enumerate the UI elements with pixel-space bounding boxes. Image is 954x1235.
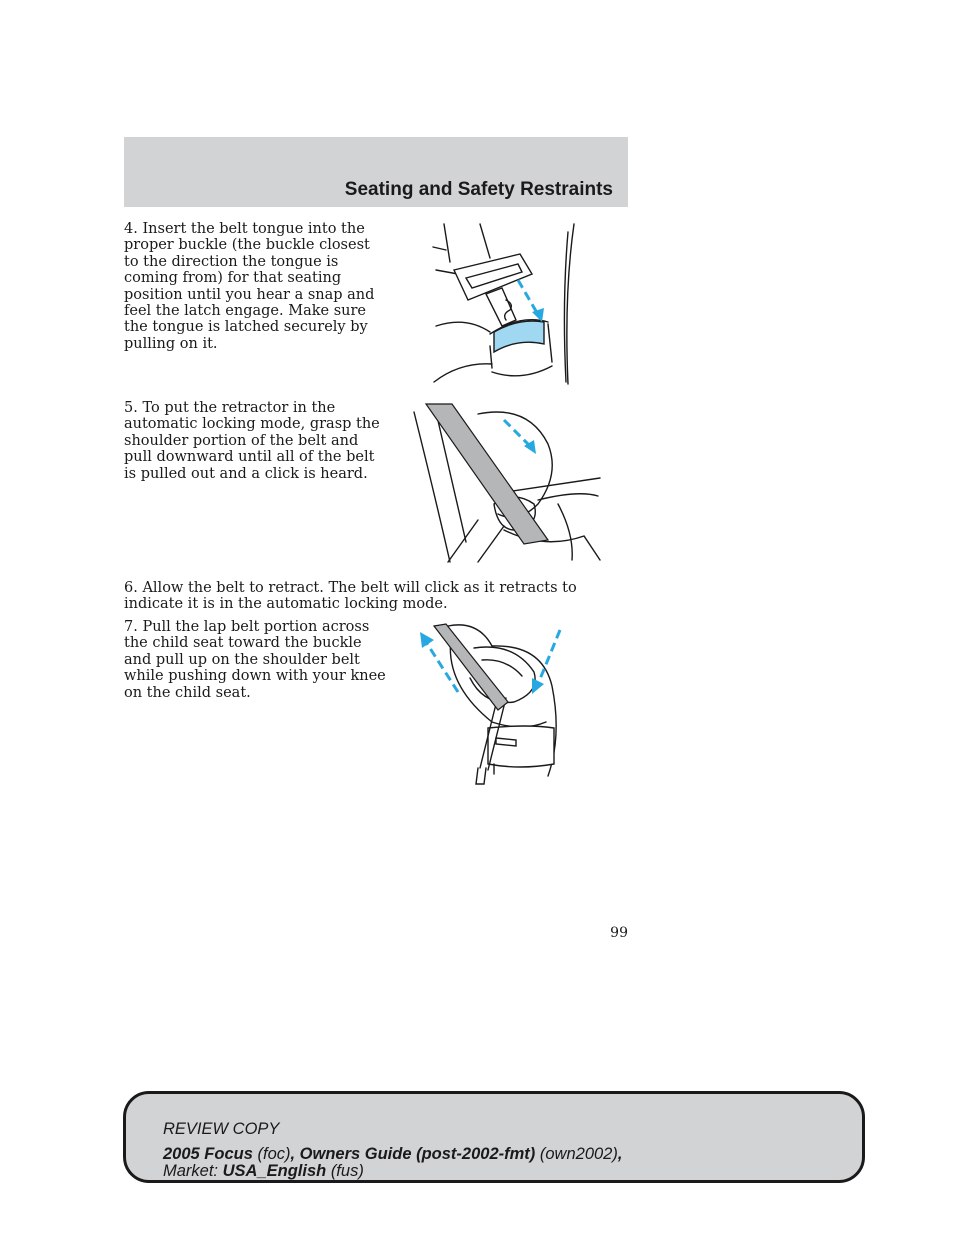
- section-header-band: [124, 137, 628, 207]
- lap-belt-illustration: [412, 618, 572, 786]
- footer-guide-code: (own2002): [539, 1145, 618, 1163]
- footer-separator-2: ,: [617, 1145, 623, 1163]
- footer-model-code: (foc): [257, 1145, 291, 1163]
- step-6-text: 6. Allow the belt to retract. The belt will click as it retracts to indicate it is in the automatic locking mode.: [124, 580, 577, 613]
- footer-model: 2005 Focus: [163, 1145, 253, 1163]
- step-5-text: 5. To put the retractor in the automatic locking mode, grasp the shoulder portion of the belt and pull downward until all of the belt is pulled out and a click is heard.: [124, 400, 380, 482]
- step-7-text: 7. Pull the lap belt portion across the child seat toward the buckle and pull up on the shoulder belt while pushing down with your knee on the child seat.: [124, 619, 386, 701]
- footer-market: USA_English: [222, 1162, 327, 1180]
- footer-guide: Owners Guide (post-2002-fmt): [299, 1145, 536, 1163]
- step-4-text: 4. Insert the belt tongue into the proper buckle (the buckle closest to the direction the tongue is coming from) for that seating position until you hear a snap and feel the latch engage. Make sure the tongue is latched securely by pulling on it.: [124, 221, 375, 352]
- footer-market-code: (fus): [330, 1162, 364, 1180]
- section-title: Seating and Safety Restraints: [344, 179, 613, 200]
- belt-buckle-illustration: [428, 222, 608, 387]
- footer-separator-1: ,: [290, 1145, 300, 1163]
- footer-market-label: Market:: [163, 1162, 219, 1180]
- page-number: 99: [610, 925, 628, 941]
- footer-market-line: [163, 1162, 364, 1180]
- review-copy-footer: [123, 1091, 865, 1183]
- footer-review-label: REVIEW COPY: [163, 1120, 280, 1138]
- footer-publication-line: [163, 1145, 622, 1163]
- retractor-lock-illustration: [408, 400, 603, 567]
